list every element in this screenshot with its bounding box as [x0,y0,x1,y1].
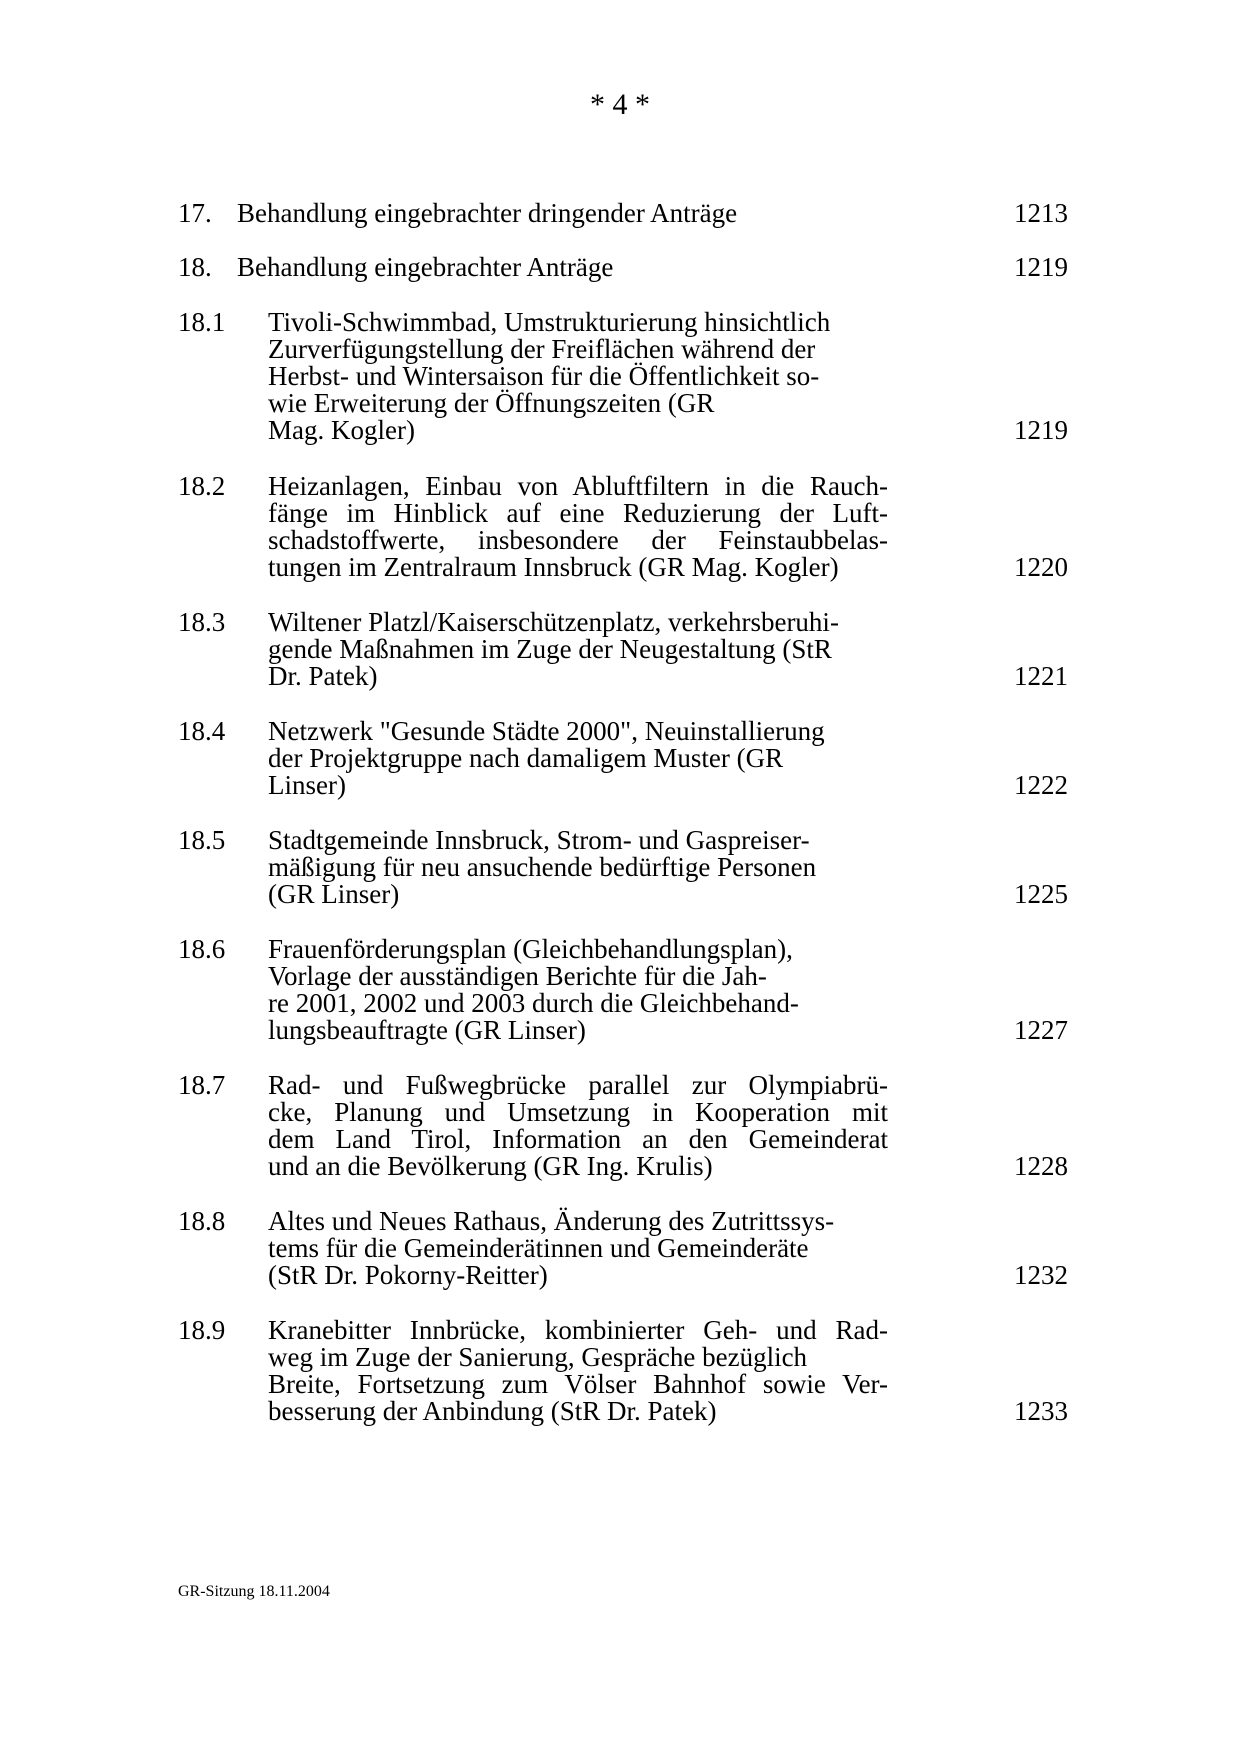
entry-title [268,1072,888,1180]
entry-number: 18.2 [178,471,226,501]
title-line: tems für die Gemeinderätinnen und Gemeinderäte [268,1233,809,1263]
entry-number: 18.8 [178,1206,226,1236]
title-line: Rad- und Fußwegbrücke parallel zur Olympiabrü- [268,1070,888,1100]
title-line: Behandlung eingebrachter Anträge [237,252,614,282]
title-line: Zurverfügungstellung der Freiflächen während der [268,334,816,364]
title-line: lungsbeauftragte (GR Linser) [268,1015,586,1045]
entry-number: 18.3 [178,607,226,637]
entry-number: 18.5 [178,825,226,855]
title-line: und an die Bevölkerung (GR Ing. Krulis) [268,1151,713,1181]
title-line: besserung der Anbindung (StR Dr. Patek) [268,1396,717,1426]
title-line: tungen im Zentralraum Innsbruck (GR Mag. Kogler) [268,552,839,582]
entry-number: 18. [178,252,212,282]
title-line: schadstoffwerte, insbesondere der Feinstaubbelas- [268,525,888,555]
entry-page: 1213 [1014,198,1068,228]
entry-title [237,200,737,227]
title-line: Vorlage der ausständigen Berichte für die Jah- [268,961,767,991]
title-line: Linser) [268,770,346,800]
entry-title [268,473,888,581]
title-line: weg im Zuge der Sanierung, Gespräche bezüglich [268,1342,808,1372]
entry-number: 18.4 [178,716,226,746]
title-line: gende Maßnahmen im Zuge der Neugestaltung (StR [268,634,832,664]
entry-title [268,609,888,690]
entry-page: 1228 [1014,1151,1068,1181]
entry-number: 18.7 [178,1070,226,1100]
title-line: Mag. Kogler) [268,415,415,445]
entry-page: 1221 [1014,661,1068,691]
title-line: re 2001, 2002 und 2003 durch die Gleichbehand- [268,988,799,1018]
title-line: Heizanlagen, Einbau von Abluftfiltern in die Rauch- [268,471,888,501]
entry-page: 1219 [1014,252,1068,282]
title-line: Frauenförderungsplan (Gleichbehandlungsplan), [268,934,793,964]
title-line: Breite, Fortsetzung zum Völser Bahnhof sowie Ver- [268,1369,888,1399]
title-line: Tivoli-Schwimmbad, Umstrukturierung hinsichtlich [268,307,831,337]
entry-page: 1233 [1014,1396,1068,1426]
entry-page: 1219 [1014,415,1068,445]
title-line: mäßigung für neu ansuchende bedürftige Personen [268,852,817,882]
page-number: * 4 * [590,88,650,121]
entry-page: 1227 [1014,1015,1068,1045]
entry-title [268,827,888,908]
entry-title [268,1208,888,1289]
entry-page: 1232 [1014,1260,1068,1290]
entry-title [268,1317,888,1425]
entry-page: 1225 [1014,879,1068,909]
entry-page: 1220 [1014,552,1068,582]
entry-title [268,936,888,1044]
title-line: Behandlung eingebrachter dringender Anträge [237,198,738,228]
footer: GR-Sitzung 18.11.2004 [178,1583,330,1600]
title-line: Wiltener Platzl/Kaiserschützenplatz, verkehrsberuhi- [268,607,839,637]
title-line: Kranebitter Innbrücke, kombinierter Geh- und Rad- [268,1315,888,1345]
title-line: der Projektgruppe nach damaligem Muster (GR [268,743,784,773]
title-line: (StR Dr. Pokorny-Reitter) [268,1260,548,1290]
title-line: fänge im Hinblick auf eine Reduzierung der Luft- [268,498,888,528]
entry-title [237,254,613,281]
entry-title [268,718,888,799]
entry-page: 1222 [1014,770,1068,800]
entry-title [268,309,888,444]
title-line: Dr. Patek) [268,661,378,691]
title-line: Altes und Neues Rathaus, Änderung des Zutrittssys- [268,1206,835,1236]
title-line: Stadtgemeinde Innsbruck, Strom- und Gaspreiser- [268,825,810,855]
entry-number: 18.9 [178,1315,226,1345]
title-line: Herbst- und Wintersaison für die Öffentlichkeit so- [268,361,820,391]
entry-number: 17. [178,198,212,228]
title-line: cke, Planung und Umsetzung in Kooperation mit [268,1097,888,1127]
entry-number: 18.6 [178,934,226,964]
title-line: wie Erweiterung der Öffnungszeiten (GR [268,388,715,418]
title-line: Netzwerk "Gesunde Städte 2000", Neuinstallierung [268,716,825,746]
title-line: (GR Linser) [268,879,400,909]
entry-number: 18.1 [178,307,226,337]
title-line: dem Land Tirol, Information an den Gemeinderat [268,1124,888,1154]
